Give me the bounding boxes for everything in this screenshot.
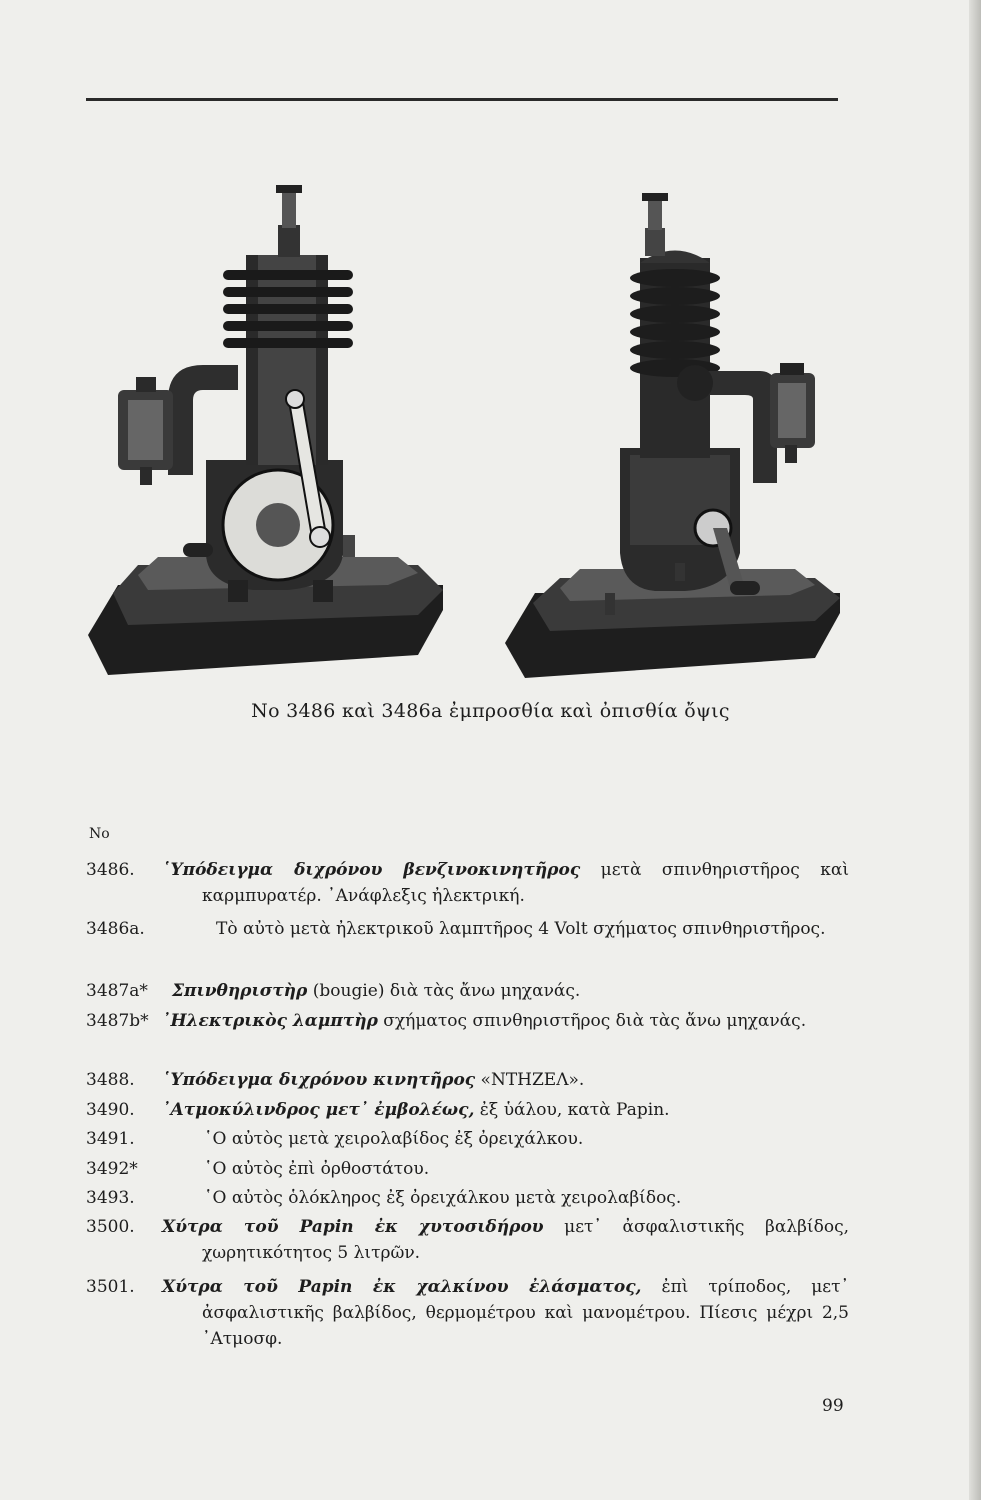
- engine-rear-illustration: [505, 193, 845, 683]
- entry-title: ᾿Ατμοκύλινδρος μετ᾿ ἐμβολέως,: [162, 1100, 475, 1120]
- entry-text: μετὰ σπινθηριστῆρος καὶ καρμπυρατέρ. ᾿Ανάφλεξις ἠλεκτρική.: [202, 860, 849, 906]
- column-header: No: [89, 826, 110, 842]
- entry-text: ῾Ο αὐτὸς ἐπὶ ὀρθοστάτου.: [204, 1159, 430, 1179]
- entry-text: ἐξ ὑάλου, κατὰ Papin.: [474, 1100, 670, 1120]
- entry-number: 3490.: [86, 1100, 135, 1120]
- page-edge: [969, 0, 981, 1500]
- entry-text: σχήματος σπινθηριστῆρος διὰ τὰς ἄνω μηχανάς.: [377, 1011, 807, 1031]
- entry-text: μετ᾿ ἀσφαλιστικῆς βαλβίδος, χωρητικότητος 5 λιτρῶν.: [202, 1217, 849, 1263]
- entry-title: ῾Υπόδειγμα διχρόνου βενζινοκινητῆρος: [162, 860, 581, 880]
- entry-number: 3487a*: [86, 981, 148, 1001]
- entry-text: Τὸ αὐτὸ μετὰ ἠλεκτρικοῦ λαμπτῆρος 4 Volt σχήματος σπινθηριστῆρος.: [216, 919, 826, 939]
- entry-text: ῾Ο αὐτὸς μετὰ χειρολαβίδος ἐξ ὀρειχάλκου.: [204, 1129, 584, 1149]
- entry-number: 3487b*: [86, 1011, 149, 1031]
- page-number: 99: [822, 1396, 844, 1416]
- entry-text: (bougie) διὰ τὰς ἄνω μηχανάς.: [307, 981, 581, 1001]
- entry-title: Σπινθηριστὴρ: [172, 981, 308, 1001]
- engine-front-illustration: [88, 185, 448, 680]
- entry-number: 3500.: [86, 1217, 135, 1237]
- entry-title: Χύτρα τοῦ Papin ἐκ χαλκίνου ἐλάσματος,: [162, 1277, 642, 1297]
- entry-title: Χύτρα τοῦ Papin ἐκ χυτοσιδήρου: [162, 1217, 544, 1237]
- entry-text: ἐπὶ τρίποδος, μετ᾿ ἀσφαλιστικῆς βαλβίδος, θερμομέτρου καὶ μανομέτρου. Πίεσις μέχρι 2,5 ᾿Ατμοσφ.: [202, 1277, 849, 1349]
- entry-title: ῾Υπόδειγμα διχρόνου κινητῆρος: [162, 1070, 476, 1090]
- entry-number: 3492*: [86, 1159, 138, 1179]
- entry-number: 3491.: [86, 1129, 135, 1149]
- entry-text: «ΝΤΗΖΕΛ».: [475, 1070, 585, 1090]
- figure-caption: No 3486 καὶ 3486a ἐμπροσθία καὶ ὀπισθία ὄψις: [251, 700, 730, 722]
- entry-number: 3488.: [86, 1070, 135, 1090]
- entry-number: 3486.: [86, 860, 135, 880]
- entry-title: ᾿Ηλεκτρικὸς λαμπτὴρ: [162, 1011, 378, 1031]
- entry-number: 3493.: [86, 1188, 135, 1208]
- entry-number: 3501.: [86, 1277, 135, 1297]
- top-rule: [86, 98, 838, 101]
- entry-number: 3486a.: [86, 919, 145, 939]
- entry-text: ῾Ο αὐτὸς ὁλόκληρος ἐξ ὀρειχάλκου μετὰ χειρολαβίδος.: [204, 1188, 682, 1208]
